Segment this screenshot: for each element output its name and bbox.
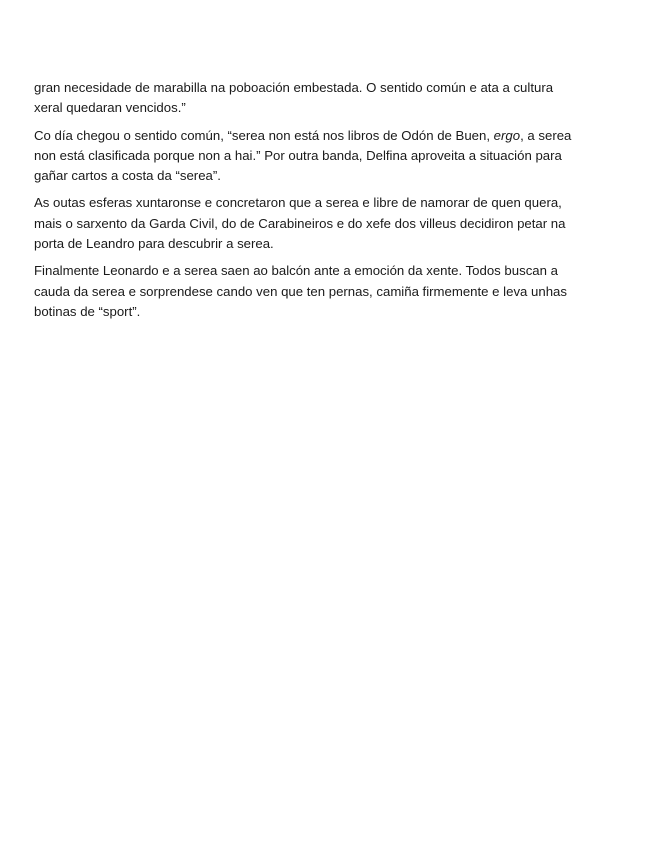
paragraph-1	[34, 78, 604, 119]
paragraph-4	[34, 261, 604, 322]
italic-word: ergo	[493, 127, 521, 143]
text-line: botinas de “sport”.	[34, 303, 141, 319]
text-line: non está clasificada porque non a hai.” Por outra banda, Delfina aproveita a situación para	[34, 147, 562, 163]
text-line: As outas esferas xuntaronse e concretaron que a serea e libre de namorar de quen quera,	[34, 195, 562, 211]
text-line: mais o sarxento da Garda Civil, do de Carabineiros e do xefe dos villeus decidiron petar na	[34, 215, 566, 231]
body-text	[34, 78, 604, 329]
text-line: Co día chegou o sentido común, “serea non está nos libros de Odón de Buen,	[34, 127, 494, 143]
text-line: porta de Leandro para descubrir a serea.	[34, 236, 274, 252]
text-line: gañar cartos a costa da “serea”.	[34, 168, 221, 184]
paragraph-3	[34, 193, 604, 254]
text-line: Finalmente Leonardo e a serea saen ao balcón ante a emoción da xente. Todos buscan a	[34, 263, 558, 279]
text-line: cauda da serea e sorprendese cando ven que ten pernas, camiña firmemente e leva unhas	[34, 283, 567, 299]
paragraph-2	[34, 126, 604, 187]
text-line: , a serea	[520, 127, 572, 143]
text-line: gran necesidade de marabilla na poboación embestada. O sentido común e ata a cultura	[34, 80, 554, 95]
text-line: xeral quedaran vencidos.”	[34, 100, 186, 116]
